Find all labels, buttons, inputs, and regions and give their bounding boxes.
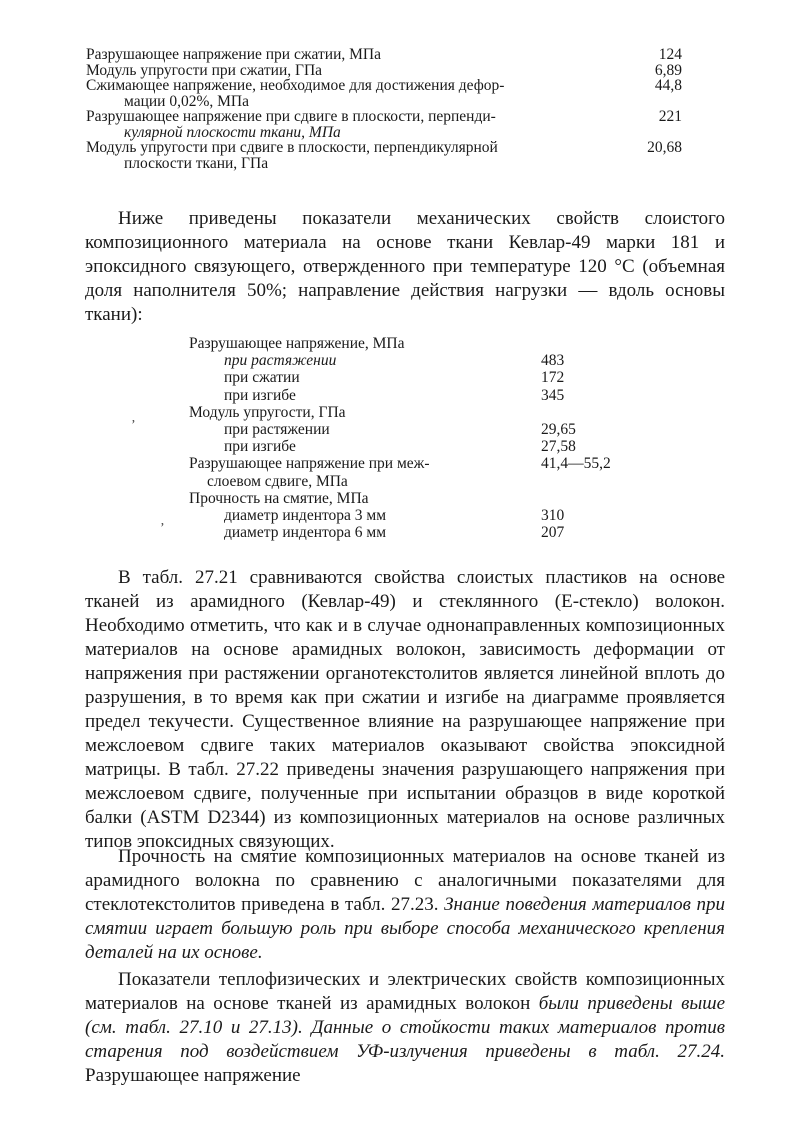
table-row <box>189 421 629 438</box>
section-header: Прочность на смятие, МПа <box>189 489 369 507</box>
paragraph-text-italic: Знание поведения материалов при смятии играет большую роль при выборе способа механического крепления деталей на их основе. <box>85 894 726 963</box>
property-value: 6,89 <box>654 61 682 79</box>
property-value: 124 <box>658 46 682 63</box>
section-header: Модуль упругости, ГПа <box>189 403 346 421</box>
property-value: 345 <box>541 386 565 404</box>
property-label: диаметр индентора 6 мм <box>224 524 387 542</box>
property-value: 41,4—55,2 <box>541 455 611 473</box>
property-label-continued: кулярной плоскости ткани, МПа <box>124 123 341 141</box>
property-label: при растяжении <box>224 352 337 370</box>
table-row <box>189 490 629 507</box>
table-row <box>189 387 629 404</box>
section-header: Разрушающее напряжение, МПа <box>189 335 405 352</box>
property-label-continued: мации 0,02%, МПа <box>124 92 249 110</box>
paragraph-intro: Ниже приведены показатели механических свойств слоистого композиционного материала на основе ткани Кевлар-49 марки 181 и эпоксидного связующего, отвержденного при температуре 120 °С (объемная доля наполнителя 50%; направление действия нагрузки — вдоль основы ткани): <box>85 208 725 325</box>
property-value: 172 <box>541 369 565 387</box>
table-row <box>189 507 629 524</box>
property-value: 29,65 <box>541 420 576 438</box>
property-value: 221 <box>658 108 682 125</box>
property-label: диаметр индентора 3 мм <box>224 506 387 524</box>
table-row <box>189 369 629 386</box>
table-row <box>189 352 629 369</box>
paragraph-text: Прочность на смятие композиционных материалов на основе тканей из арамидного волокна по сравнению с аналогичными показателями для стеклотекстолитов приведена в табл. 27.23. <box>85 846 725 915</box>
property-label: Разрушающее напряжение при сжатии, МПа <box>86 46 382 63</box>
paragraph-text: Показатели теплофизических и электрических свойств композиционных материалов на основе тканей из арамидных волокон <box>85 969 725 1014</box>
paragraph-comparison: В табл. 27.21 сравниваются свойства слоистых пластиков на основе тканей из арамидного (Кевлар-49) и стеклянного (Е-стекло) волокон. Необходимо отметить, что как и в случае однонаправленных композиционных материалов на основе арамидных волокон, зависимость деформации от напряжения при растяжении органотекстолитов является линейной вплоть до разрушения, в то время как при сжатии и изгибе на диаграмме проявляется предел текучести. Существенное влияние на разрушающее напряжение при межслоевом сдвиге таких материалов оказывают свойства эпоксидной матрицы. В табл. 27.22 приведены значения разрушающего напряжения при межслоевом сдвиге, полученные при испытании образцов в виде короткой балки (ASTM D2344) из композиционных материалов на основе различных типов эпоксидных связующих. <box>85 567 725 852</box>
table-row <box>189 404 629 421</box>
table-row <box>189 438 629 455</box>
table-row <box>86 63 696 79</box>
table-row <box>189 524 629 541</box>
property-label-continued: плоскости ткани, ГПа <box>124 154 269 172</box>
property-value: 27,58 <box>541 438 576 456</box>
property-label: Модуль упругости при сдвиге в плоскости, перпендикулярной <box>86 139 498 156</box>
properties-table-top <box>86 47 696 171</box>
table-row <box>86 109 696 140</box>
property-label: Модуль упругости при сжатии, ГПа <box>86 61 323 79</box>
property-value: 20,68 <box>647 139 682 156</box>
table-row <box>189 455 629 472</box>
property-value: 207 <box>541 524 565 542</box>
print-speck: ʼ <box>160 521 165 536</box>
property-label: при сжатии <box>224 369 300 387</box>
property-label: при растяжении <box>224 420 330 438</box>
table-row <box>189 335 629 352</box>
property-value: 483 <box>541 352 565 370</box>
property-value: 44,8 <box>654 77 682 94</box>
paragraph-bearing-strength <box>85 845 725 965</box>
section-header: Разрушающее напряжение при меж- <box>189 455 430 473</box>
table-row <box>86 140 696 171</box>
properties-table-kevlar <box>189 335 629 541</box>
paragraph-text: Разрушающее напряжение <box>85 1065 301 1086</box>
property-label: при изгибе <box>224 386 296 404</box>
table-row <box>86 47 696 63</box>
print-speck: ʼ <box>131 418 136 433</box>
table-row <box>189 473 629 490</box>
table-row <box>86 78 696 109</box>
section-header-continued: слоевом сдвиге, МПа <box>207 472 348 490</box>
paragraph-thermal <box>85 968 725 1088</box>
property-value: 310 <box>541 506 565 524</box>
property-label: Сжимающее напряжение, необходимое для достижения дефор- <box>86 77 505 94</box>
property-label: Разрушающее напряжение при сдвиге в плоскости, перпенди- <box>86 108 496 125</box>
paragraph-text-italic: были приведены выше (см. табл. 27.10 и 27.13). Данные о стойкости таких материалов против старения под воздействием УФ-излучения приведены в табл. 27.24. <box>85 993 725 1062</box>
property-label: при изгибе <box>224 438 296 456</box>
